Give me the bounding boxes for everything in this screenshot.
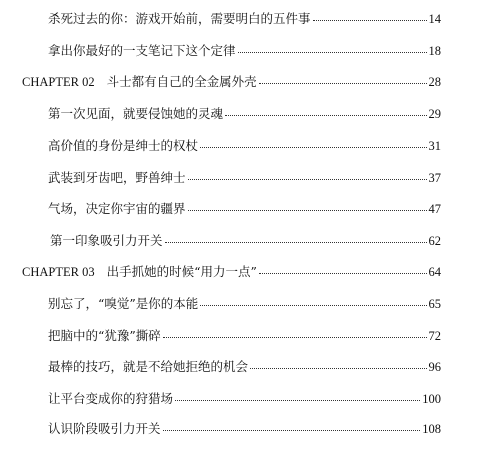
dot-leader (200, 146, 426, 148)
toc-entry-title: 杀死过去的你：游戏开始前，需要明白的五件事 (48, 11, 311, 26)
toc-entry-page: 64 (428, 265, 441, 279)
dot-leader (225, 114, 426, 116)
toc-entry-page: 29 (428, 107, 441, 121)
toc-entry-page: 62 (428, 234, 441, 248)
dot-leader (200, 304, 426, 306)
toc-entry-title: 把脑中的“犹豫”撕碎 (48, 328, 161, 343)
toc-entry-title: 气场，决定你宇宙的疆界 (48, 201, 186, 216)
dot-leader (165, 241, 427, 243)
toc-entry-page: 72 (428, 329, 441, 343)
dot-leader (175, 399, 420, 401)
toc-entry-title: 高价值的身份是绅士的权杖 (48, 138, 199, 153)
dot-leader (259, 82, 427, 84)
toc-entry[interactable] (48, 358, 441, 376)
toc-entry-title: 武装到牙齿吧，野兽绅士 (48, 170, 186, 185)
toc-entry[interactable] (48, 327, 441, 345)
toc-entry-page: 47 (428, 202, 441, 216)
dot-leader (163, 429, 421, 431)
toc-entry-page: 108 (422, 422, 441, 436)
toc-entry-title: 斗士都有自己的全金属外壳 (106, 74, 257, 89)
toc-entry-page: 28 (428, 75, 441, 89)
toc-entry-title: 拿出你最好的一支笔记下这个定律 (48, 43, 236, 58)
toc-entry-page: 96 (428, 360, 441, 374)
dot-leader (188, 209, 427, 211)
dot-leader (259, 272, 427, 274)
dot-leader (238, 51, 427, 53)
chapter-label: CHAPTER 03 (22, 265, 95, 279)
toc-entry[interactable] (48, 390, 441, 408)
toc-entry-title: 第一次见面，就要侵蚀她的灵魂 (48, 106, 224, 121)
toc-chapter-entry[interactable] (22, 73, 441, 91)
toc-entry-title: 第一印象吸引力开关 (50, 233, 163, 248)
toc-entry-page: 14 (428, 12, 441, 26)
toc-entry[interactable] (48, 105, 441, 123)
toc-entry[interactable] (50, 232, 441, 250)
chapter-label: CHAPTER 02 (22, 75, 95, 89)
dot-leader (250, 367, 426, 369)
toc-entry-title: 认识阶段吸引力开关 (48, 421, 161, 436)
toc-entry-title: 别忘了，“嗅觉”是你的本能 (48, 296, 199, 311)
dot-leader (163, 336, 427, 338)
toc-entry-page: 65 (428, 297, 441, 311)
toc-entry-page: 31 (428, 139, 441, 153)
toc-entry[interactable] (48, 169, 441, 187)
toc-entry[interactable] (48, 200, 441, 218)
toc-entry-title: 出手抓她的时候“用力一点” (106, 264, 257, 279)
toc-entry[interactable] (48, 137, 441, 155)
toc-entry[interactable] (48, 420, 441, 438)
toc-entry[interactable] (48, 10, 441, 28)
dot-leader (313, 19, 427, 21)
toc-entry-page: 100 (422, 392, 441, 406)
toc-entry-title: 最棒的技巧，就是不给她拒绝的机会 (48, 359, 249, 374)
toc-chapter-entry[interactable] (22, 263, 441, 281)
toc-entry[interactable] (48, 295, 441, 313)
toc-entry-page: 18 (428, 44, 441, 58)
toc-entry-page: 37 (428, 171, 441, 185)
toc-entry-title: 让平台变成你的狩猎场 (48, 391, 174, 406)
dot-leader (188, 178, 427, 180)
toc-entry[interactable] (48, 42, 441, 60)
